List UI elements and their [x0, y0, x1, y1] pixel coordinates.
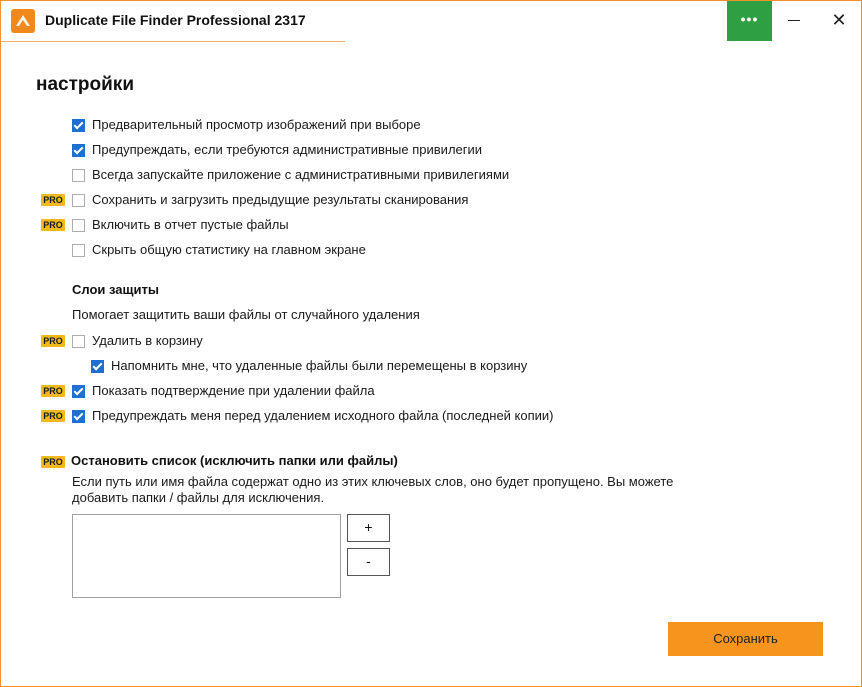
stop-list-description-line2: добавить папки / файлы для исключения.: [72, 490, 325, 505]
pro-badge: PRO: [41, 410, 65, 422]
option-confirm-delete[interactable]: [72, 382, 375, 400]
checkbox[interactable]: [72, 144, 85, 157]
option-label: Удалить в корзину: [92, 333, 203, 348]
option-label: Предупреждать меня перед удалением исходного файла (последней копии): [92, 408, 554, 423]
checkbox[interactable]: [72, 169, 85, 182]
option-label: Включить в отчет пустые файлы: [92, 217, 289, 232]
option-run-as-admin[interactable]: [72, 166, 509, 184]
title-bar: [1, 1, 861, 41]
close-button[interactable]: ✕: [831, 10, 847, 30]
option-hide-stats[interactable]: [72, 241, 366, 259]
title-underline: [1, 41, 345, 42]
option-remind-recycle-bin[interactable]: [91, 357, 527, 375]
option-label: Всегда запускайте приложение с административными привилегиями: [92, 167, 510, 182]
protection-description: Помогает защитить ваши файлы от случайного удаления: [72, 307, 420, 322]
option-delete-to-recycle-bin[interactable]: [72, 332, 203, 350]
stop-list-description-line1: Если путь или имя файла содержат одно из этих ключевых слов, оно будет пропущено. Вы можете: [72, 474, 674, 489]
page-title: настройки: [36, 74, 134, 95]
checkbox[interactable]: [72, 119, 85, 132]
option-label: Напомнить мне, что удаленные файлы были перемещены в корзину: [111, 358, 528, 373]
save-button[interactable]: Сохранить: [668, 622, 823, 656]
option-label: Предупреждать, если требуются административные привилегии: [92, 142, 483, 157]
pro-badge: PRO: [41, 219, 65, 231]
checkbox[interactable]: [72, 410, 85, 423]
add-exclusion-button[interactable]: +: [347, 514, 390, 542]
option-warn-last-copy[interactable]: [72, 407, 554, 425]
checkbox[interactable]: [72, 385, 85, 398]
checkbox[interactable]: [72, 194, 85, 207]
option-warn-admin[interactable]: [72, 141, 482, 159]
app-logo-icon: [11, 9, 35, 33]
checkbox[interactable]: [72, 335, 85, 348]
pro-badge: PRO: [41, 335, 65, 347]
remove-exclusion-button[interactable]: -: [347, 548, 390, 576]
option-label: Сохранить и загрузить предыдущие результаты сканирования: [92, 192, 469, 207]
window-title: Duplicate File Finder Professional 2317: [45, 12, 306, 28]
pro-badge: PRO: [41, 385, 65, 397]
minimize-icon: [788, 20, 800, 21]
pro-badge: PRO: [41, 194, 65, 206]
checkbox[interactable]: [72, 219, 85, 232]
stop-list-title: Остановить список (исключить папки или файлы): [71, 453, 398, 468]
option-label: Показать подтверждение при удалении файла: [92, 383, 375, 398]
minimize-button[interactable]: [772, 1, 817, 41]
pro-badge: PRO: [41, 456, 65, 468]
option-label: Предварительный просмотр изображений при выборе: [92, 117, 421, 132]
option-include-empty-files[interactable]: [72, 216, 289, 234]
option-save-scan-results[interactable]: [72, 191, 468, 209]
option-preview-images[interactable]: [72, 116, 421, 134]
protection-section-title: Слои защиты: [72, 282, 159, 297]
checkbox[interactable]: [91, 360, 104, 373]
option-label: Скрыть общую статистику на главном экране: [92, 242, 366, 257]
more-options-button[interactable]: •••: [727, 1, 772, 41]
exclusion-list-box[interactable]: [72, 514, 341, 598]
checkbox[interactable]: [72, 244, 85, 257]
